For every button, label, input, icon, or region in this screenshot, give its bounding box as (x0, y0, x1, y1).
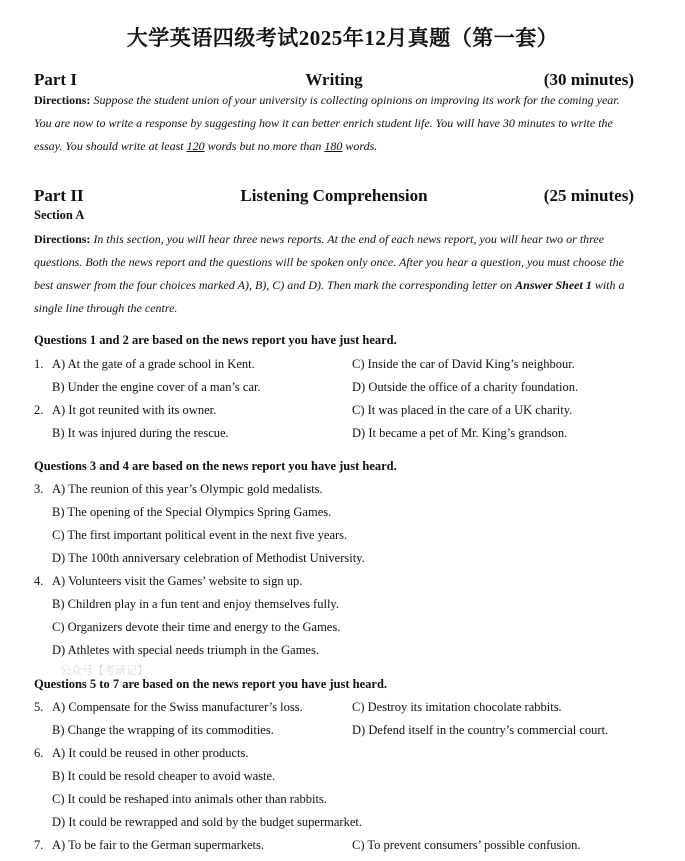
section-a-label: Section A (34, 208, 85, 222)
q2-number: 2. (34, 403, 44, 417)
q1-option-d: D) Outside the office of a charity foundation. (352, 380, 579, 394)
q1-number: 1. (34, 357, 44, 371)
part1-max-words: 180 (324, 139, 343, 153)
answer-sheet-ref: Answer Sheet 1 (515, 278, 592, 292)
q1-option-a: A) At the gate of a grade school in Kent. (52, 357, 255, 371)
q2-option-c: C) It was placed in the care of a UK charity. (352, 403, 573, 417)
group-1-heading: Questions 1 and 2 are based on the news report you have just heard. (34, 333, 397, 347)
q1-option-c: C) Inside the car of David King’s neighbour. (352, 357, 575, 371)
q5-number: 5. (34, 700, 44, 714)
part2-label: Part II (34, 186, 84, 205)
q2-option-a: A) It got reunited with its owner. (52, 403, 217, 417)
q6-number: 6. (34, 746, 44, 760)
group-2-heading: Questions 3 and 4 are based on the news report you have just heard. (34, 459, 397, 473)
part2-name: Listening Comprehension (240, 186, 428, 205)
part1-min-words: 120 (186, 139, 205, 153)
q5-option-b: B) Change the wrapping of its commodities. (52, 723, 274, 737)
q6-option-d: D) It could be rewrapped and sold by the budget supermarket. (52, 815, 362, 829)
part2-time: (25 minutes) (543, 186, 634, 205)
q7-option-c: C) To prevent consumers’ possible confusion. (352, 838, 581, 852)
q6-option-b: B) It could be resold cheaper to avoid waste. (52, 769, 276, 783)
q4-number: 4. (34, 574, 44, 588)
part2-directions-label: Directions: (34, 232, 91, 246)
part1-directions (34, 89, 638, 158)
part1-name: Writing (305, 70, 363, 89)
q3-option-a: A) The reunion of this year’s Olympic gold medalists. (52, 482, 323, 496)
q6-option-a: A) It could be reused in other products. (52, 746, 249, 760)
exam-title: 大学英语四级考试2025年12月真题（第一套） (126, 26, 559, 50)
q1-option-b: B) Under the engine cover of a man’s car. (52, 380, 261, 394)
q5-option-c: C) Destroy its imitation chocolate rabbits. (352, 700, 562, 714)
q7-number: 7. (34, 838, 44, 852)
watermark-text: 公众号【考研记】 (60, 665, 148, 677)
q6-option-c: C) It could be reshaped into animals other than rabbits. (52, 792, 327, 806)
q4-option-a: A) Volunteers visit the Games’ website to sign up. (52, 574, 303, 588)
q2-option-d: D) It became a pet of Mr. King’s grandson. (352, 426, 568, 440)
q4-option-d: D) Athletes with special needs triumph in the Games. (52, 643, 319, 657)
part2-directions (34, 228, 638, 320)
q3-number: 3. (34, 482, 44, 496)
q4-option-b: B) Children play in a fun tent and enjoy themselves fully. (52, 597, 339, 611)
part2-directions-text-b: with a single line through the centre. (34, 278, 625, 315)
part1-label: Part I (34, 70, 77, 89)
group-3-heading: Questions 5 to 7 are based on the news report you have just heard. (34, 677, 388, 691)
part2-directions-text-a: In this section, you will hear three news reports. At the end of each news report, you will hear two or three questions. Both the news report and the questions will be spoken only once. After you hear a question, you must choose the best answer from the four choices marked A), B), C) and D). Then mark the corresponding letter on (34, 232, 624, 292)
q2-option-b: B) It was injured during the rescue. (52, 426, 229, 440)
q5-option-d: D) Defend itself in the country’s commercial court. (352, 723, 609, 737)
q3-option-b: B) The opening of the Special Olympics Spring Games. (52, 505, 332, 519)
part1-directions-text-c: words. (345, 139, 378, 153)
q7-option-a: A) To be fair to the German supermarkets. (52, 838, 265, 852)
q4-option-c: C) Organizers devote their time and energy to the Games. (52, 620, 341, 634)
q3-option-c: C) The first important political event in the next five years. (52, 528, 348, 542)
part1-directions-label: Directions: (34, 93, 91, 107)
q5-option-a: A) Compensate for the Swiss manufacturer’s loss. (52, 700, 303, 714)
part1-time: (30 minutes) (543, 70, 634, 89)
part1-directions-text-b: words but no more than (207, 139, 322, 153)
part1-directions-text-a: Suppose the student union of your university is collecting opinions on improving its work for the coming year. You are now to write a response by suggesting how it can better enrich student life. You will have 30 minutes to write the essay. You should write at least (34, 93, 620, 153)
q3-option-d: D) The 100th anniversary celebration of Methodist University. (52, 551, 365, 565)
